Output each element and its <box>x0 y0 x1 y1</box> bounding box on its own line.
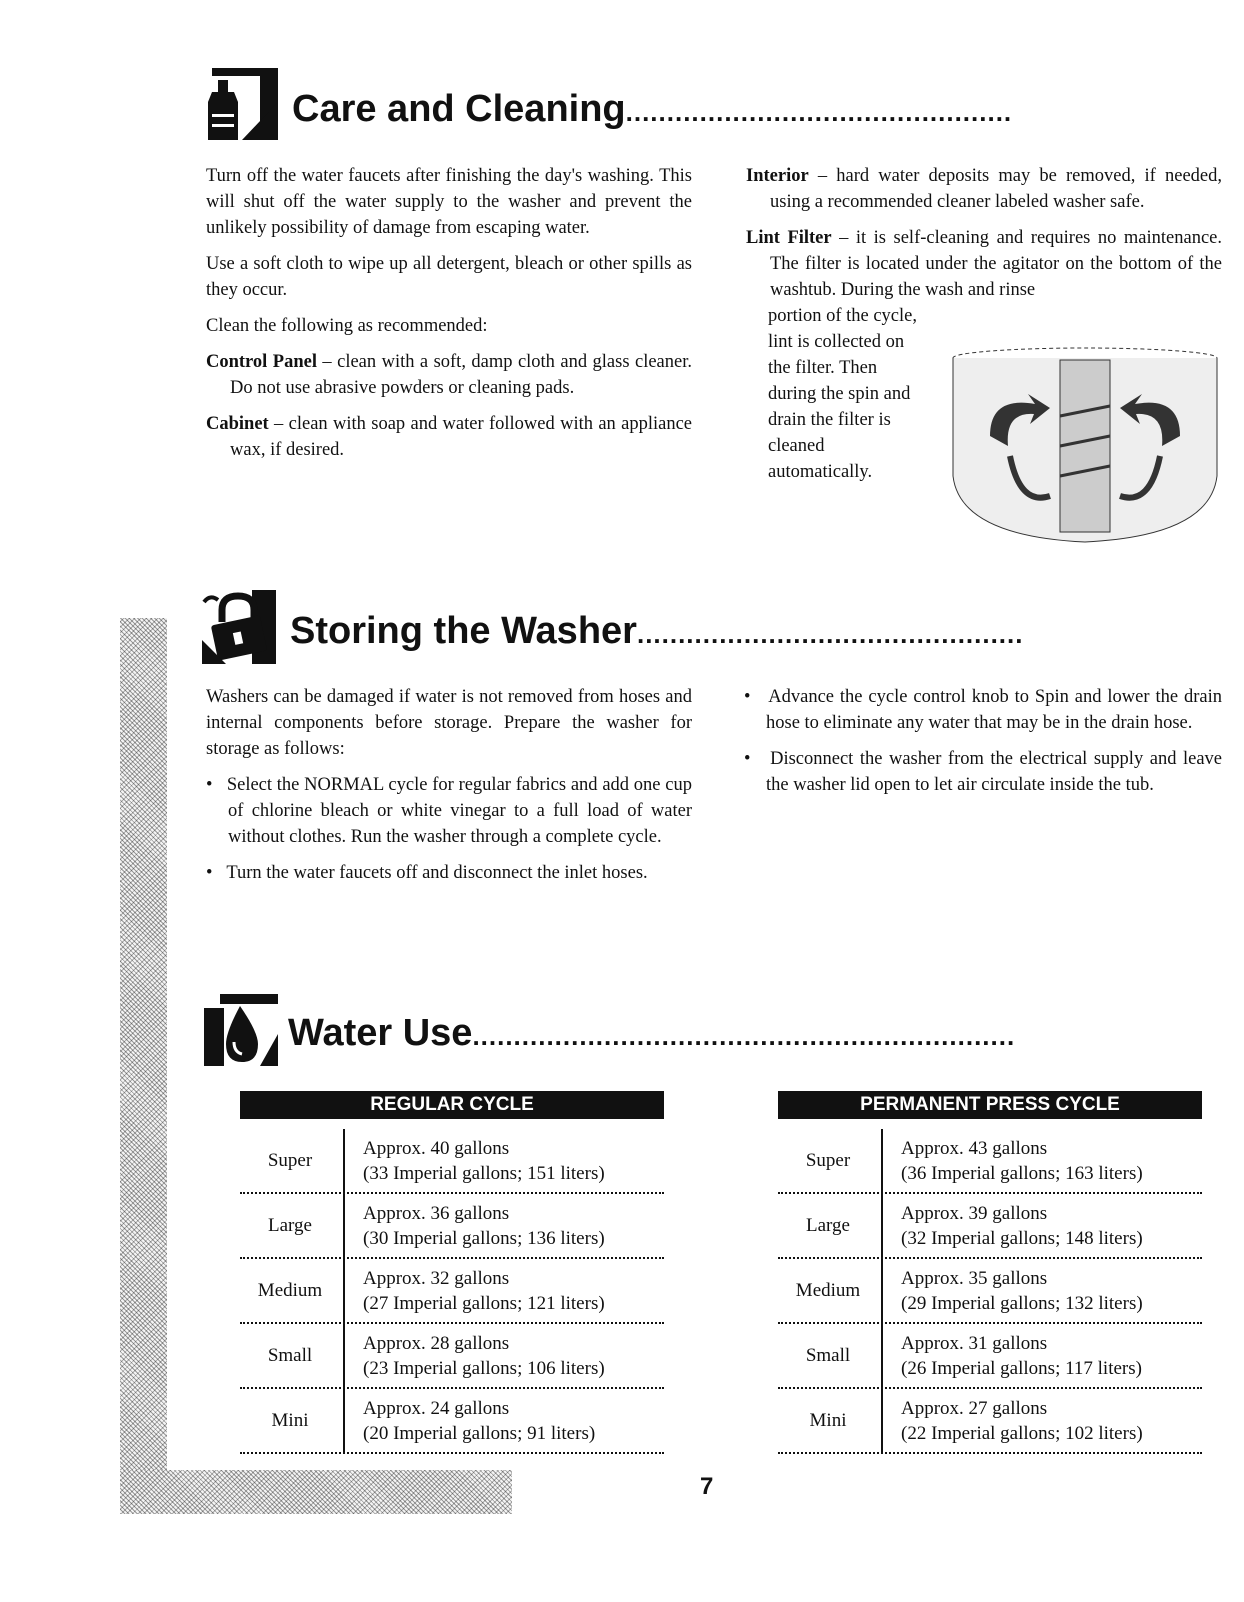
regular-cycle-header: REGULAR CYCLE <box>240 1091 664 1119</box>
care-item-cabinet: Cabinet – clean with soap and water followed with an appliance wax, if desired. <box>206 414 692 460</box>
decorative-footer-bar <box>120 1470 512 1514</box>
table-row: Large Approx. 39 gallons (32 Imperial gallons; 148 liters) <box>778 1194 1202 1259</box>
table-row: Small Approx. 31 gallons (26 Imperial gallons; 117 liters) <box>778 1324 1202 1389</box>
spray-bottle-icon <box>204 66 280 142</box>
table-row: Mini Approx. 24 gallons (20 Imperial gallons; 91 liters) <box>240 1389 664 1454</box>
storing-bullet-2: • Turn the water faucets off and disconnect the inlet hoses. <box>206 863 648 883</box>
regular-cycle-table <box>240 1091 664 1454</box>
storing-title-leader: ............................................... <box>636 619 1024 649</box>
permanent-press-header: PERMANENT PRESS CYCLE <box>778 1091 1202 1119</box>
care-intro: Turn off the water faucets after finishing the day's washing. This will shut off the water supply to the washer and prevent the unlikely possibility of damage from escaping water. <box>206 166 692 238</box>
care-left-column <box>206 163 692 473</box>
storing-bullet-3: • Advance the cycle control knob to Spin and lower the drain hose to eliminate any water that may be in the drain hose. <box>744 687 1222 733</box>
table-row: Medium Approx. 32 gallons (27 Imperial gallons; 121 liters) <box>240 1259 664 1324</box>
table-row: Medium Approx. 35 gallons (29 Imperial gallons; 132 liters) <box>778 1259 1202 1324</box>
care-title-leader: ............................................... <box>625 97 1013 127</box>
table-row: Small Approx. 28 gallons (23 Imperial gallons; 106 liters) <box>240 1324 664 1389</box>
storing-left-column <box>206 684 692 896</box>
table-row: Mini Approx. 27 gallons (22 Imperial gallons; 102 liters) <box>778 1389 1202 1454</box>
agitator-illustration <box>950 346 1220 546</box>
table-row: Super Approx. 40 gallons (33 Imperial gallons; 151 liters) <box>240 1129 664 1194</box>
storing-title: Storing the Washer <box>290 610 637 652</box>
storing-bullet-4: • Disconnect the washer from the electrical supply and leave the washer lid open to let air circulate inside the tub. <box>744 749 1222 795</box>
care-cloth: Use a soft cloth to wipe up all detergent, bleach or other spills as they occur. <box>206 254 692 300</box>
care-item-interior: Interior – hard water deposits may be removed, if needed, using a recommended cleaner labeled washer safe. <box>746 166 1222 212</box>
care-item-lint-filter: Lint Filter – it is self-cleaning and requires no maintenance. The filter is located under the agitator on the bottom of the washtub. During the wash and rinse <box>746 228 1222 300</box>
storing-right-column <box>744 684 1222 808</box>
water-title: Water Use <box>288 1012 473 1054</box>
care-lint-text-cont: portion of the cycle, lint is collected on the filter. Then during the spin and drain the filter is cleaned automatically. <box>768 306 917 482</box>
table-row: Large Approx. 36 gallons (30 Imperial gallons; 136 liters) <box>240 1194 664 1259</box>
care-item-control-panel: Control Panel – clean with a soft, damp cloth and glass cleaner. Do not use abrasive powders or cleaning pads. <box>206 352 692 398</box>
storing-intro: Washers can be damaged if water is not removed from hoses and internal components before storage. Prepare the washer for storage as follows: <box>206 687 692 759</box>
decorative-side-stripe <box>120 618 167 1492</box>
padlock-icon <box>200 588 280 666</box>
care-title: Care and Cleaning <box>292 88 626 130</box>
page-number: 7 <box>700 1473 714 1500</box>
storing-bullet-1: • Select the NORMAL cycle for regular fabrics and add one cup of chlorine bleach or white vinegar to a full load of water without clothes. Run the washer through a complete cycle. <box>206 775 692 847</box>
care-clean-intro: Clean the following as recommended: <box>206 316 488 336</box>
permanent-press-table <box>778 1091 1202 1454</box>
water-drop-icon <box>202 992 280 1068</box>
table-row: Super Approx. 43 gallons (36 Imperial gallons; 163 liters) <box>778 1129 1202 1194</box>
water-title-leader: .................................................................. <box>472 1021 1016 1051</box>
